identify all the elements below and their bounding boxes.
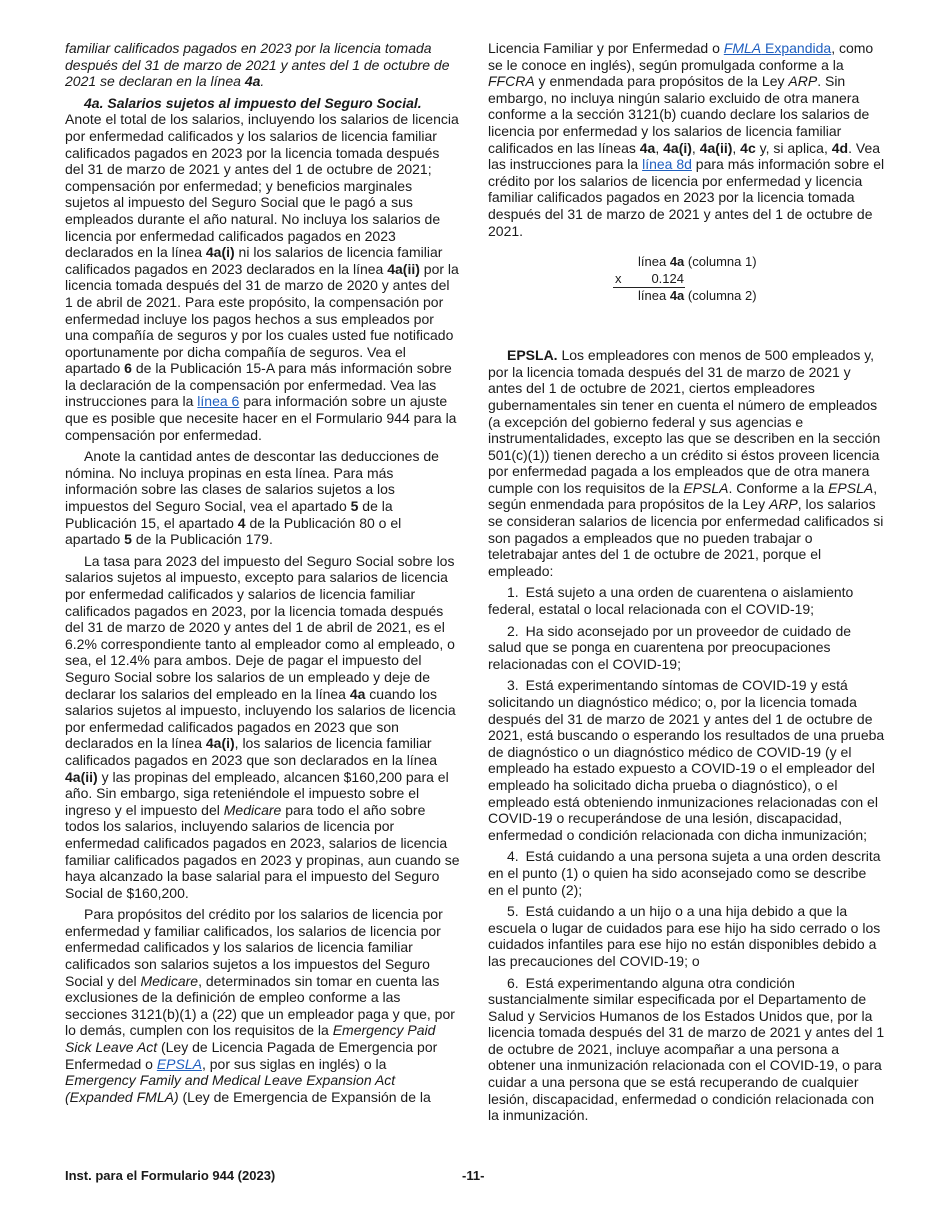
link-fmla-expandida[interactable]: FMLA Expandida (723, 40, 832, 56)
paragraph: La tasa para 2023 del impuesto del Seguro Social sobre los salarios sujetos al impuesto, excepto para salarios de licencia por enfermedad calificados y salarios de licencia familiar calificados pagados en 2023, por la licencia tomada después del 31 de marzo de 2020 y antes del 1 de abril de 2021, es el 6.2% correspondiente tanto al empleador como al empleado, o sea, el 12.4% para ambos. Deje de pagar el impuesto del Seguro Social sobre los salarios de un empleado y deje de declarar los salarios del empleado en la línea 4a cuando los salarios sujetos al impuesto, incluyendo los salarios de licencia por enfermedad calificados pagados en 2023 que son declarados en la línea 4a(i), los salarios de licencia familiar calificados pagados en 2023 que son declarados en la línea 4a(ii) y las propinas del empleado, alcancen $160,200 para el año. Sin embargo, siga reteniéndole el impuesto sobre el ingreso y el impuesto del Medicare para todo el año sobre todos los salarios, incluyendo salarios de licencia por enfermedad calificados pagados en 2023, salarios de licencia familiar calificados pagados en 2023 y propinas, aun cuando se haya alcanzado la base salarial para el impuesto del Seguro Social de $160,200. (65, 552, 460, 901)
list-item: 4. Está cuidando a una persona sujeta a una orden descrita en el punto (1) o quien ha sido aconsejado como se describe en el punto (2); (488, 848, 881, 898)
tax-rate: 0.124 (651, 271, 684, 287)
page-number: -11- (462, 1168, 485, 1183)
paragraph: Para propósitos del crédito por los salarios de licencia por enfermedad y familiar calificados, los salarios de licencia por enfermedad calificados y los salarios de licencia familiar calificados son salarios sujetos a los impuestos del Seguro Social y del Medicare, determinados sin tomar en cuenta las exclusiones de la definición de empleo conforme a las secciones 3121(b)(1) a (22) que un empleador paga y que, por lo demás, cumplen con los requisitos de la Emergency Paid Sick Leave Act (Ley de Licencia Pagada de Emergencia por Enfermedad o EPSLA, por sus siglas en inglés) o la Emergency Family and Medical Leave Expansion Act (Expanded FMLA) (Ley de Emergencia de Expansión de la (65, 906, 455, 1105)
paragraph: familiar calificados pagados en 2023 por la licencia tomada después del 31 de marzo de 2021 y antes del 1 de octubre de 2021 se declaran en la línea 4a. (65, 40, 450, 90)
link-epsla[interactable]: EPSLA (156, 1055, 202, 1072)
section-4a: 4a. Salarios sujetos al impuesto del Seguro Social. Anote el total de los salarios, incluyendo los salarios de licencia por enfermedad calificados y los salarios de licencia familiar calificados pagados en 2023 por la licencia tomada después del 31 de marzo de 2021 y antes del 1 de octubre de 2021; compensación por enfermedad; y beneficios marginales sujetos al impuesto del Seguro Social que le pagó a sus empleados durante el año natural. No incluya los salarios de licencia por enfermedad calificados pagados en 2023 declarados en la línea 4a(i) ni los salarios de licencia familiar calificados pagados en 2023 declarados en la línea 4a(ii) por la licencia tomada después del 31 de marzo de 2020 y antes del 1 de abril de 2021. Para este propósito, la compensación por enfermedad incluye los pagos hechos a sus empleados por una compañía de seguros y por los cuales usted fue notificado oportunamente por dicha compañía de seguros. Vea el apartado 6 de la Publicación 15-A para más información sobre la declaración de la compensación por enfermedad. Vea las instrucciones para la línea 6 para información sobre un ajuste que es posible que necesite hacer en el Formulario 944 para la compensación por enfermedad. (65, 94, 459, 443)
right-column (488, 40, 885, 1129)
footer-title: Inst. para el Formulario 944 (2023) (65, 1168, 276, 1183)
paragraph: Anote la cantidad antes de descontar las deducciones de nómina. No incluya propinas en esta línea. Para más información sobre las clases de salarios sujetos a los impuestos del Seguro Social, vea el apartado 5 de la Publicación 15, el apartado 4 de la Publicación 80 o el apartado 5 de la Publicación 179. (65, 448, 439, 548)
link-linea-8d[interactable]: línea 8d (642, 156, 692, 173)
formula-line-2: línea 4a (columna 2) (638, 288, 757, 304)
list-item: 5. Está cuidando a un hijo o a una hija debido a que la escuela o lugar de cuidados para ese hijo ha sido cerrado o los cuidados infantiles para ese hijo no están disponibles debido a las precauciones del COVID-19; o (488, 903, 881, 969)
left-column (65, 40, 460, 1110)
paragraph: Licencia Familiar y por Enfermedad o FMLA Expandida, como se le conoce en inglés), según promulgada conforme a la FFCRA y enmendada para propósitos de la Ley ARP. Sin embargo, no incluya ningún salario excluido de otra manera conforme a la sección 3121(b) cuando declare los salarios de licencia por enfermedad y los salarios de licencia familiar calificados en las líneas 4a, 4a(i), 4a(ii), 4c y, si aplica, 4d. Vea las instrucciones para la línea 8d para más información sobre el crédito por los salarios de licencia por enfermedad y licencia familiar calificados pagados en 2023 por la licencia tomada después del 31 de marzo de 2021 y antes del 1 de octubre de 2021. (488, 40, 885, 239)
section-epsla: EPSLA. Los empleadores con menos de 500 empleados y, por la licencia tomada después del 31 de marzo de 2021 y antes del 1 de octubre de 2021, ciertos empleadores gubernamentales sin tener en cuenta el número de empleados (a excepción del gobierno federal y sus agencias e instrumentalidades, excepto las que se describen en la sección 501(c)(1)) tienen derecho a un crédito si éstos proveen licencia por enfermedad pagada a los empleados que de otra manera cumple con los requisitos de la EPSLA. Conforme a la EPSLA, según enmendada para propósitos de la Ley ARP, los salarios se consideran salarios de licencia por enfermedad calificados si son pagados a empleados que no pueden trabajar o teletrabajar antes del 1 de octubre de 2021, porque el empleado: (488, 347, 884, 579)
section-heading: 4a. Salarios sujetos al impuesto del Seguro Social. (84, 94, 422, 111)
list-item: 2. Ha sido aconsejado por un proveedor de cuidado de salud que se ponga en cuarentena por preocupaciones relacionadas con el COVID-19; (488, 622, 852, 672)
calculation-formula (488, 253, 885, 311)
multiply-sign: x (615, 271, 622, 287)
list-item: 6. Está experimentando alguna otra condición sustancialmente similar especificada por el Departamento de Salud y Servicios Humanos de los Estados Unidos que, por la licencia tomada después del 31 de marzo de 2021 y antes del 1 de octubre de 2021, incluye acompañar a una persona a obtener una inmunización relacionada con el COVID-19, o para cuidar a una persona que se está recuperando de cualquier lesión, discapacidad, enfermedad o condición relacionada con la inmunización. (488, 974, 885, 1124)
list-item: 1. Está sujeto a una orden de cuarentena o aislamiento federal, estatal o local relacionada con el COVID-19; (488, 584, 854, 618)
list-item: 3. Está experimentando síntomas de COVID-19 y está solicitando un diagnóstico médico; o, por la licencia tomada después del 31 de marzo de 2021 y antes del 1 de octubre de 2021, está buscando o esperando los resultados de una prueba de diagnóstico o un diagnóstico médico de COVID-19 (y el empleado ha estado expuesto a COVID-19 o el empleador del empleado ha solicitado dicha prueba o diagnóstico), o el empleado está obteniendo inmunizaciones relacionadas con el COVID-19 o recuperándose de una lesión, discapacidad, enfermedad o condición relacionada con dicha inmunización; (488, 677, 885, 843)
link-linea-6[interactable]: línea 6 (197, 393, 240, 410)
formula-line-1: línea 4a (columna 1) (638, 254, 757, 270)
section-heading: EPSLA. (507, 347, 558, 364)
